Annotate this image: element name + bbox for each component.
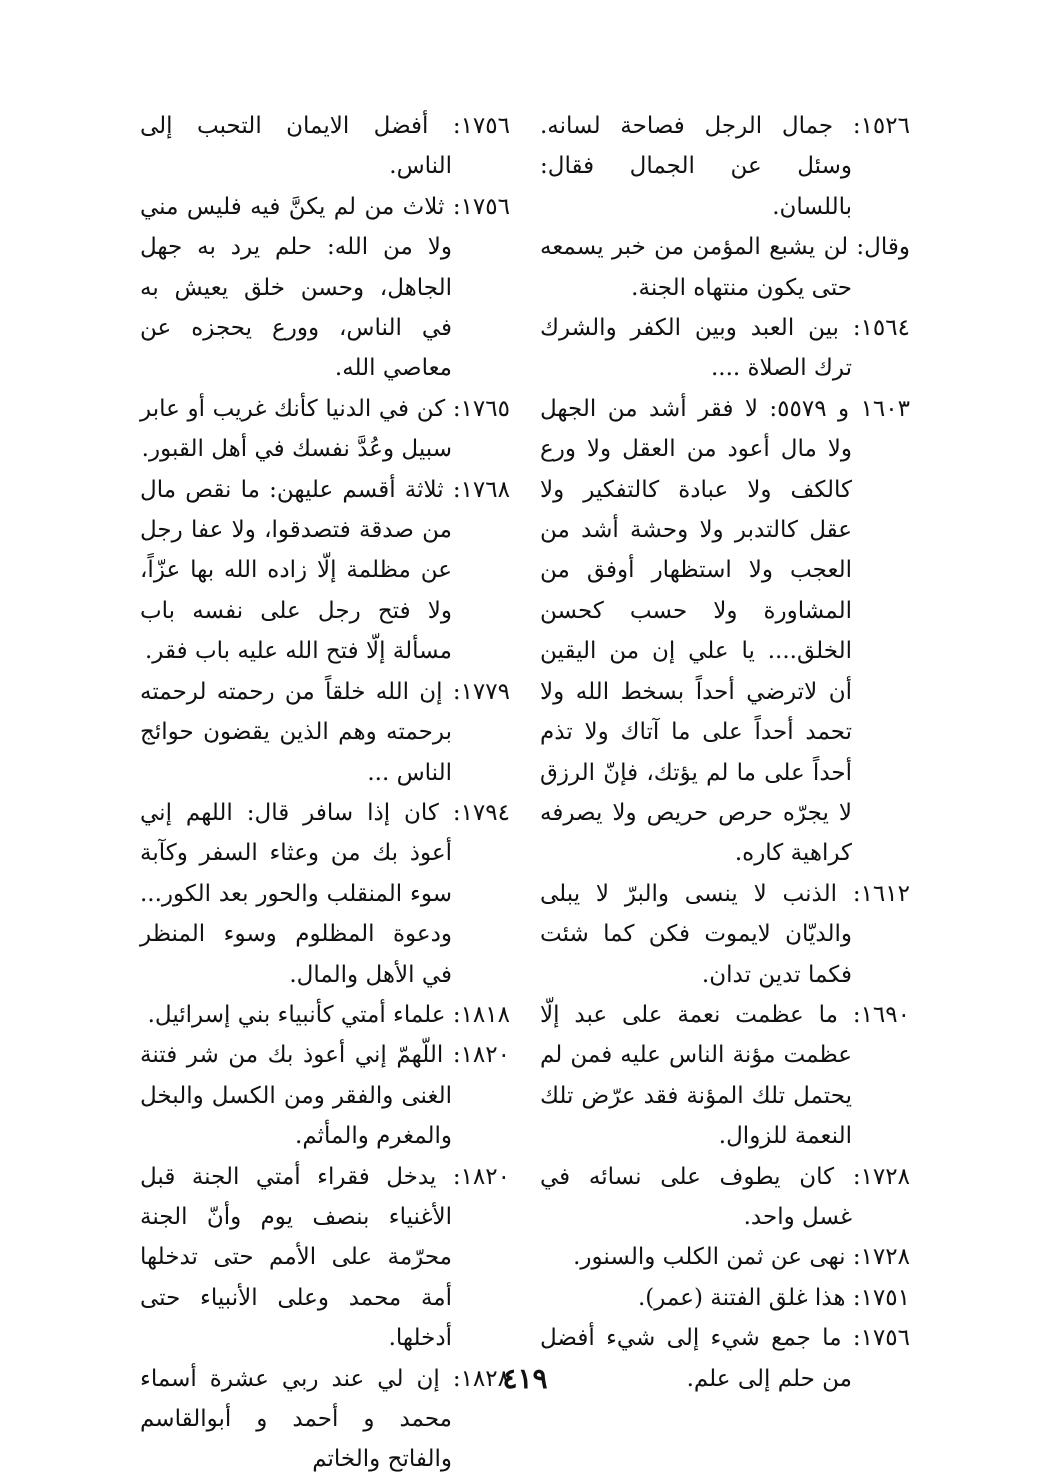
right-text-column <box>540 106 910 1399</box>
list-item: ١٧٢٨: كان يطوف على نسائه في غسل واحد. <box>540 1163 910 1230</box>
page-number: ٤١٩ <box>502 1362 548 1395</box>
left-text-column <box>140 106 510 1480</box>
list-item: ١٧٥٦: أفضل الايمان التحبب إلى الناس. <box>140 113 510 180</box>
list-item: ١٥٢٦: جمال الرجل فصاحة لسانه. وسئل عن الجمال فقال: باللسان. <box>540 113 910 220</box>
list-item: ١٧٧٩: إن الله خلقاً من رحمته لرحمته برحمته وهم الذين يقضون حوائج الناس ... <box>140 678 510 786</box>
list-item: ١٦٩٠: ما عظمت نعمة على عبد إلّا عظمت مؤنة الناس عليه فمن لم يحتمل تلك المؤنة فقد عرّض تلك النعمة للزوال. <box>540 1001 910 1150</box>
list-item: ١٦١٢: الذنب لا ينسى والبرّ لا يبلى والديّان لايموت فكن كما شئت فكما تدين تدان. <box>540 880 910 988</box>
list-item: ١٧٥٦: ثلاث من لم يكنَّ فيه فليس مني ولا من الله: حلم يرد به جهل الجاهل، وحسن خلق يعيش به في الناس، وورع يحجزه عن معاصي الله. <box>140 193 510 382</box>
list-item: ١٧٢٨: نهى عن ثمن الكلب والسنور. <box>573 1244 910 1271</box>
list-item: ١٧٦٥: كن في الدنيا كأنك غريب أو عابر سبيل وعُدَّ نفسك في أهل القبور. <box>140 395 510 463</box>
list-item: ١٧٥١: هذا غلق الفتنة (عمر). <box>637 1284 910 1311</box>
list-item: ١٨٢٠: اللّهمّ إني أعوذ بك من شر فتنة الغنى والفقر ومن الكسل والبخل والمغرم والمأثم. <box>140 1042 510 1150</box>
list-item: ١٥٦٤: بين العبد وبين الكفر والشرك ترك الصلاة .... <box>540 315 910 382</box>
list-item: وقال: لن يشبع المؤمن من خبر يسمعه حتى يكون منتهاه الجنة. <box>540 234 910 301</box>
list-item: ١٧٩٤: كان إذا سافر قال: اللهم إني أعوذ بك من وعثاء السفر وكآبة سوء المنقلب والحور بعد الكور... ودعوة المظلوم وسوء المنظر في الأهل والمال. <box>140 799 510 988</box>
list-item: ١٧٥٦: ما جمع شيء إلى شيء أفضل من حلم إلى علم. <box>540 1325 910 1392</box>
list-item: ١٦٠٣ و ٥٥٧٩: لا فقر أشد من الجهل ولا مال أعود من العقل ولا ورع كالكف ولا عبادة كالتفكير ولا عقل كالتدبر ولا وحشة أشد من العجب ولا استظهار أوفق من المشاورة ولا حسب كحسن الخلق.... يا علي إن من اليقين أن لاترضي أحداً بسخط الله ولا تحمد أحداً على ما آتاك ولا تذم أحداً على ما لم يؤتك، فإنّ الرزق لا يجرّه حرص حريص ولا يصرفه كراهية كاره. <box>540 395 910 867</box>
list-item: ١٧٦٨: ثلاثة أقسم عليهن: ما نقص مال من صدقة فتصدقوا، ولا عفا رجل عن مظلمة إلّا زاده الله بها عزّاً، ولا فتح رجل على نفسه باب مسألة إلّا فتح الله عليه باب فقر. <box>140 476 510 665</box>
list-item: ١٨٢٨: إن لي عند ربي عشرة أسماء محمد و أحمد و أبوالقاسم والفاتح والخاتم <box>140 1365 510 1473</box>
list-item: ١٨١٨: علماء أمتي كأنبياء بني إسرائيل. <box>147 1001 510 1028</box>
list-item: ١٨٢٠: يدخل فقراء أمتي الجنة قبل الأغنياء بنصف يوم وأنّ الجنة محرّمة على الأمم حتى تدخلها أمة محمد وعلى الأنبياء حتى أدخلها. <box>140 1163 510 1352</box>
